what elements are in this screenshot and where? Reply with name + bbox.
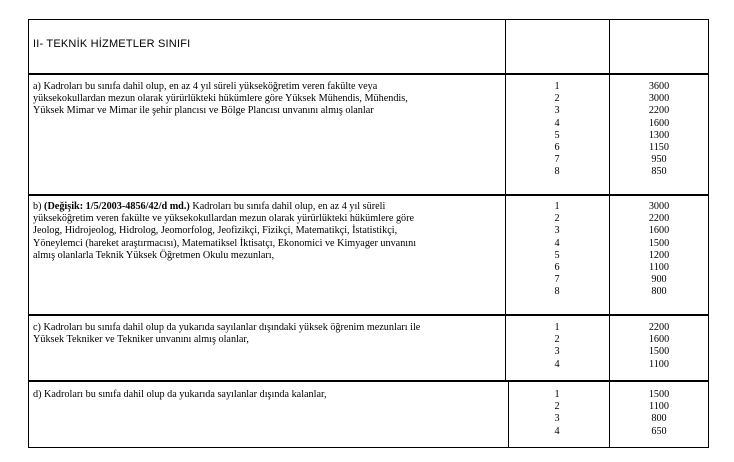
row-b-line-5: almış olanlarla Teknik Yüksek Öğretmen Okulu mezunları, [33, 249, 275, 261]
degree-cell: 4 [554, 237, 560, 249]
row-d-line-1: d) Kadroları bu sınıfa dahil olup da yukarıda sayılanlar dışında kalanlar, [33, 389, 327, 400]
row-c-description [33, 322, 420, 346]
row-b-line-2: yükseköğretim veren fakülte ve yüksekokullardan mezun olarak yürürlükteki hükümlere göre [33, 213, 415, 225]
indicator-cell: 3600 [648, 81, 670, 92]
indicator-cell: 1150 [649, 141, 669, 153]
indicator-cell: 900 [651, 274, 667, 286]
indicator-cell: 3000 [648, 201, 670, 212]
table-border-left [28, 19, 29, 448]
degree-cell: 1 [554, 201, 560, 212]
row-b-line-1-rest: Kadroları bu sınıfa dahil olup, en az 4 yıl süreli [189, 201, 386, 212]
row-c-indicators [629, 322, 689, 371]
degree-cell: 2 [554, 334, 560, 346]
degree-cell: 3 [554, 346, 560, 358]
row-a-bottom-rule [28, 194, 709, 196]
indicator-cell: 800 [651, 413, 667, 425]
row-a-line-3: Yüksek Mimar ve Mimar ile şehir plancısı ve Bölge Plancısı unvanını almış olanlar [33, 105, 374, 117]
amendment-note: (Değişik: 1/5/2003-4856/42/d md.) [44, 201, 190, 212]
indicator-cell: 650 [651, 425, 667, 437]
indicator-cell: 1300 [648, 129, 670, 141]
row-c-line-1: c) Kadroları bu sınıfa dahil olup da yukarıda sayılanlar dışındaki yüksek öğrenim mezunları ile [33, 322, 421, 333]
degree-cell: 6 [554, 141, 560, 153]
degree-cell: 3 [554, 225, 560, 237]
row-d-degrees [547, 389, 567, 438]
table-border-top [28, 19, 709, 20]
indicator-cell: 3000 [648, 93, 670, 105]
indicator-cell: 1500 [648, 237, 670, 249]
indicator-cell: 800 [651, 286, 667, 298]
row-a-line-1: a) Kadroları bu sınıfa dahil olup, en az 4 yıl süreli yükseköğretim veren fakülte veya [33, 81, 378, 92]
indicator-cell: 2200 [648, 213, 670, 225]
indicator-cell: 850 [651, 166, 667, 178]
row-c-degrees [547, 322, 567, 371]
row-b-description [33, 201, 416, 262]
indicator-cell: 1100 [649, 401, 669, 413]
degree-cell: 8 [554, 166, 560, 178]
row-c-bottom-rule [28, 380, 709, 382]
indicator-cell: 1200 [648, 249, 670, 261]
row-b-bottom-rule [28, 314, 709, 316]
degree-cell: 1 [554, 322, 560, 333]
row-a-description [33, 81, 408, 118]
header-bottom-rule [28, 73, 709, 75]
indicator-cell: 1100 [649, 358, 669, 370]
degree-cell: 1 [554, 389, 560, 400]
row-c-line-2: Yüksek Tekniker ve Tekniker unvanını almış olanlar, [33, 334, 249, 346]
degree-cell: 3 [554, 105, 560, 117]
row-b-prefix: b) [33, 201, 45, 212]
degree-cell: 3 [554, 413, 560, 425]
indicator-cell: 1500 [648, 389, 670, 400]
degree-cell: 2 [554, 401, 560, 413]
degree-cell: 5 [554, 249, 560, 261]
degree-cell: 4 [554, 358, 560, 370]
degree-cell: 6 [554, 261, 560, 273]
row-d-description [33, 389, 327, 401]
column-divider-1-lower [508, 381, 509, 448]
row-b-indicators [629, 201, 689, 299]
indicator-cell: 1600 [648, 117, 670, 129]
degree-cell: 5 [554, 129, 560, 141]
row-b-line-4: Yöneylemci (hareket araştırmacısı), Matematiksel İktisatçı, Ekonomici ve Kimyager unvanını [33, 237, 417, 249]
indicator-cell: 950 [651, 154, 667, 166]
table-border-right [708, 19, 709, 448]
row-a-indicators [629, 81, 689, 179]
row-a-degrees [547, 81, 567, 179]
row-b-degrees [547, 201, 567, 299]
degree-cell: 1 [554, 81, 560, 92]
indicator-cell: 1600 [648, 225, 670, 237]
row-b-line-1 [33, 201, 416, 213]
indicator-cell: 2200 [648, 105, 670, 117]
degree-cell: 8 [554, 286, 560, 298]
table-border-bottom [28, 447, 709, 448]
degree-cell: 2 [554, 93, 560, 105]
degree-cell: 7 [554, 274, 560, 286]
column-divider-1 [505, 19, 506, 381]
section-title: II- TEKNİK HİZMETLER SINIFI [33, 38, 191, 50]
degree-cell: 2 [554, 213, 560, 225]
degree-cell: 4 [554, 425, 560, 437]
row-d-indicators [629, 389, 689, 438]
row-a-line-2: yüksekokullardan mezun olarak yürürlükteki hükümlere göre Yüksek Mühendis, Mühendis, [33, 93, 408, 105]
indicator-cell: 1600 [648, 334, 670, 346]
indicator-cell: 1100 [649, 261, 669, 273]
row-b-line-3: Jeolog, Hidrojeolog, Hidrolog, Jeomorfolog, Jeofizikçi, Fizikçi, Matematikçi, İstatistikçi, [33, 225, 398, 237]
degree-cell: 4 [554, 117, 560, 129]
indicator-cell: 1500 [648, 346, 670, 358]
indicator-cell: 2200 [648, 322, 670, 333]
column-divider-2 [609, 19, 610, 448]
degree-cell: 7 [554, 154, 560, 166]
